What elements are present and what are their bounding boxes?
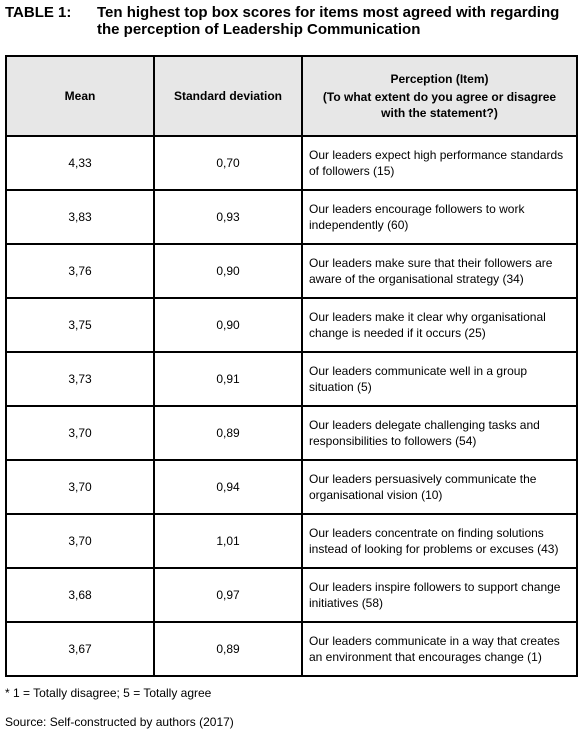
table-caption [5,4,575,38]
mean-cell: 3,70 [6,514,154,568]
header-mean: Mean [6,56,154,136]
data-table-container [5,55,576,664]
perception-item-cell: Our leaders concentrate on finding solutions instead of looking for problems or excuses (43) [302,514,577,568]
standard-deviation-cell: 0,93 [154,190,302,244]
table-row [6,352,577,406]
standard-deviation-cell: 0,90 [154,298,302,352]
header-perception-subtitle: (To what extent do you agree or disagree with the statement?) [322,90,557,120]
table-row [6,622,577,676]
table-row [6,190,577,244]
standard-deviation-cell: 0,70 [154,136,302,190]
caption-title: Ten highest top box scores for items most agreed with regarding the perception of Leadership Communication [97,4,560,38]
mean-cell: 3,67 [6,622,154,676]
table-body [6,136,577,676]
data-table [5,55,578,677]
table-row [6,460,577,514]
perception-item-cell: Our leaders communicate in a way that creates an environment that encourages change (1) [302,622,577,676]
mean-cell: 3,70 [6,460,154,514]
standard-deviation-cell: 0,90 [154,244,302,298]
mean-cell: 3,73 [6,352,154,406]
standard-deviation-cell: 0,91 [154,352,302,406]
table-row [6,244,577,298]
header-standard-deviation: Standard deviation [154,56,302,136]
mean-cell: 3,75 [6,298,154,352]
caption-label: TABLE 1: [5,4,72,21]
header-perception-title: Perception (Item) [390,72,489,86]
perception-item-cell: Our leaders expect high performance standards of followers (15) [302,136,577,190]
mean-cell: 3,70 [6,406,154,460]
perception-item-cell: Our leaders make sure that their followers are aware of the organisational strategy (34) [302,244,577,298]
table-row [6,298,577,352]
perception-item-cell: Our leaders encourage followers to work independently (60) [302,190,577,244]
standard-deviation-cell: 1,01 [154,514,302,568]
mean-cell: 3,68 [6,568,154,622]
standard-deviation-cell: 0,89 [154,622,302,676]
perception-item-cell: Our leaders communicate well in a group situation (5) [302,352,577,406]
mean-cell: 3,83 [6,190,154,244]
perception-item-cell: Our leaders persuasively communicate the organisational vision (10) [302,460,577,514]
table-header-row [6,56,577,136]
perception-item-cell: Our leaders inspire followers to support change initiatives (58) [302,568,577,622]
mean-cell: 4,33 [6,136,154,190]
perception-item-cell: Our leaders make it clear why organisational change is needed if it occurs (25) [302,298,577,352]
source-note: Source: Self-constructed by authors (2017) [5,715,234,729]
scale-note: * 1 = Totally disagree; 5 = Totally agree [5,686,212,700]
table-row [6,406,577,460]
table-row [6,136,577,190]
standard-deviation-cell: 0,89 [154,406,302,460]
standard-deviation-cell: 0,94 [154,460,302,514]
perception-item-cell: Our leaders delegate challenging tasks and responsibilities to followers (54) [302,406,577,460]
table-row [6,568,577,622]
standard-deviation-cell: 0,97 [154,568,302,622]
header-perception [302,56,577,136]
mean-cell: 3,76 [6,244,154,298]
table-row [6,514,577,568]
